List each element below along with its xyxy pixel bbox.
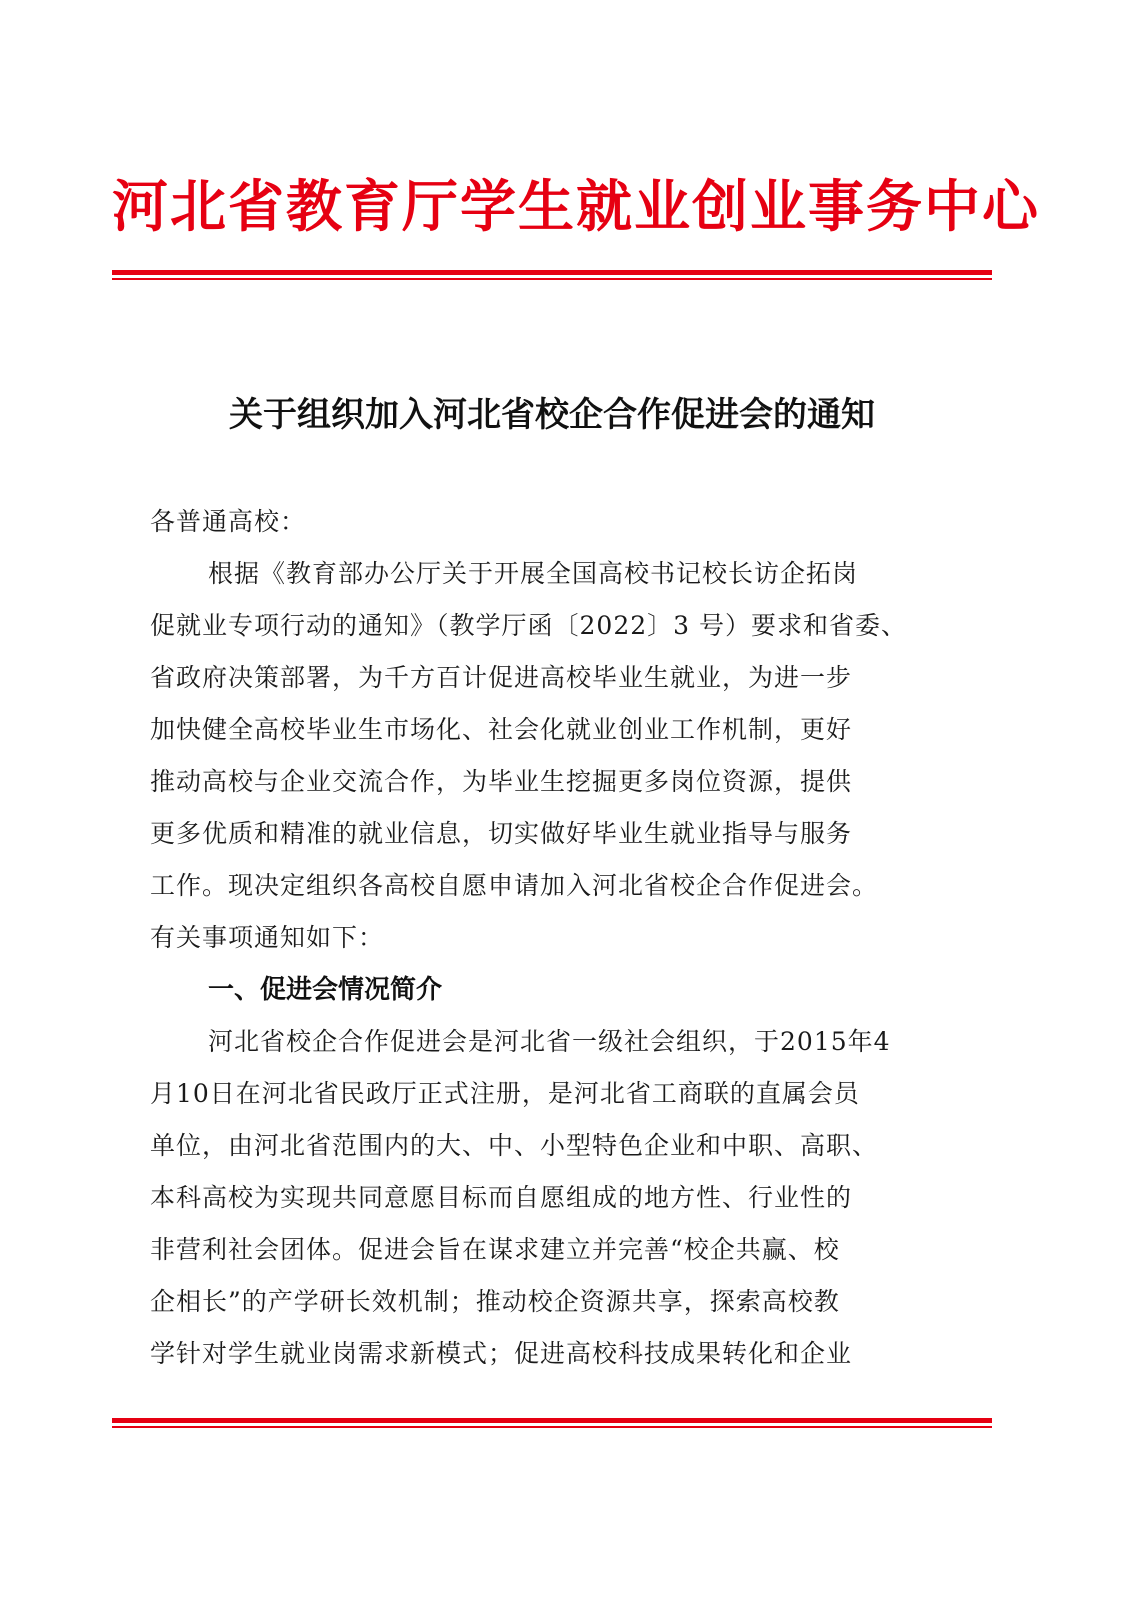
paragraph-1-line: 推动高校与企业交流合作，为毕业生挖掘更多岗位资源，提供 <box>150 767 853 796</box>
paragraph-2-line: 本科高校为实现共同意愿目标而自愿组成的地方性、行业性的 <box>150 1183 853 1212</box>
paragraph-2-line: 河北省校企合作促进会是河北省一级社会组织，于2015年4 <box>208 1027 891 1056</box>
paragraph-1-line: 促就业专项行动的通知》（教学厅函〔2022〕3 号）要求和省委、 <box>150 611 907 640</box>
salutation: 各普通高校： <box>150 507 307 536</box>
footer-rule-thick <box>112 1418 992 1423</box>
section-1-heading: 一、促进会情况简介 <box>208 975 443 1005</box>
paragraph-1-line: 根据《教育部办公厅关于开展全国高校书记校长访企拓岗 <box>208 559 859 588</box>
paragraph-1-line: 省政府决策部署，为千方百计促进高校毕业生就业，为进一步 <box>150 663 853 692</box>
paragraph-2-line: 企相长”的产学研长效机制；推动校企资源共享，探索高校教 <box>150 1287 840 1316</box>
paragraph-2-line: 非营利社会团体。促进会旨在谋求建立并完善“校企共赢、校 <box>150 1235 840 1264</box>
paragraph-1-line: 加快健全高校毕业生市场化、社会化就业创业工作机制，更好 <box>150 715 853 744</box>
paragraph-2-line: 单位，由河北省范围内的大、中、小型特色企业和中职、高职、 <box>150 1131 879 1160</box>
paragraph-1-line: 更多优质和精准的就业信息，切实做好毕业生就业指导与服务 <box>150 819 853 848</box>
footer-rule-thin <box>112 1426 992 1428</box>
paragraph-1-line: 工作。现决定组织各高校自愿申请加入河北省校企合作促进会。 <box>150 871 879 900</box>
paragraph-2-line: 学针对学生就业岗需求新模式；促进高校科技成果转化和企业 <box>150 1339 853 1368</box>
issuing-organization-header: 河北省教育厅学生就业创业事务中心 <box>112 175 1040 240</box>
header-rule-thin <box>112 278 992 280</box>
document-title: 关于组织加入河北省校企合作促进会的通知 <box>229 395 875 435</box>
header-rule-thick <box>112 270 992 275</box>
paragraph-1-line: 有关事项通知如下： <box>150 923 385 952</box>
paragraph-2 <box>150 1016 960 1380</box>
paragraph-1 <box>150 548 960 964</box>
paragraph-2-line: 月10日在河北省民政厅正式注册，是河北省工商联的直属会员 <box>150 1079 860 1108</box>
